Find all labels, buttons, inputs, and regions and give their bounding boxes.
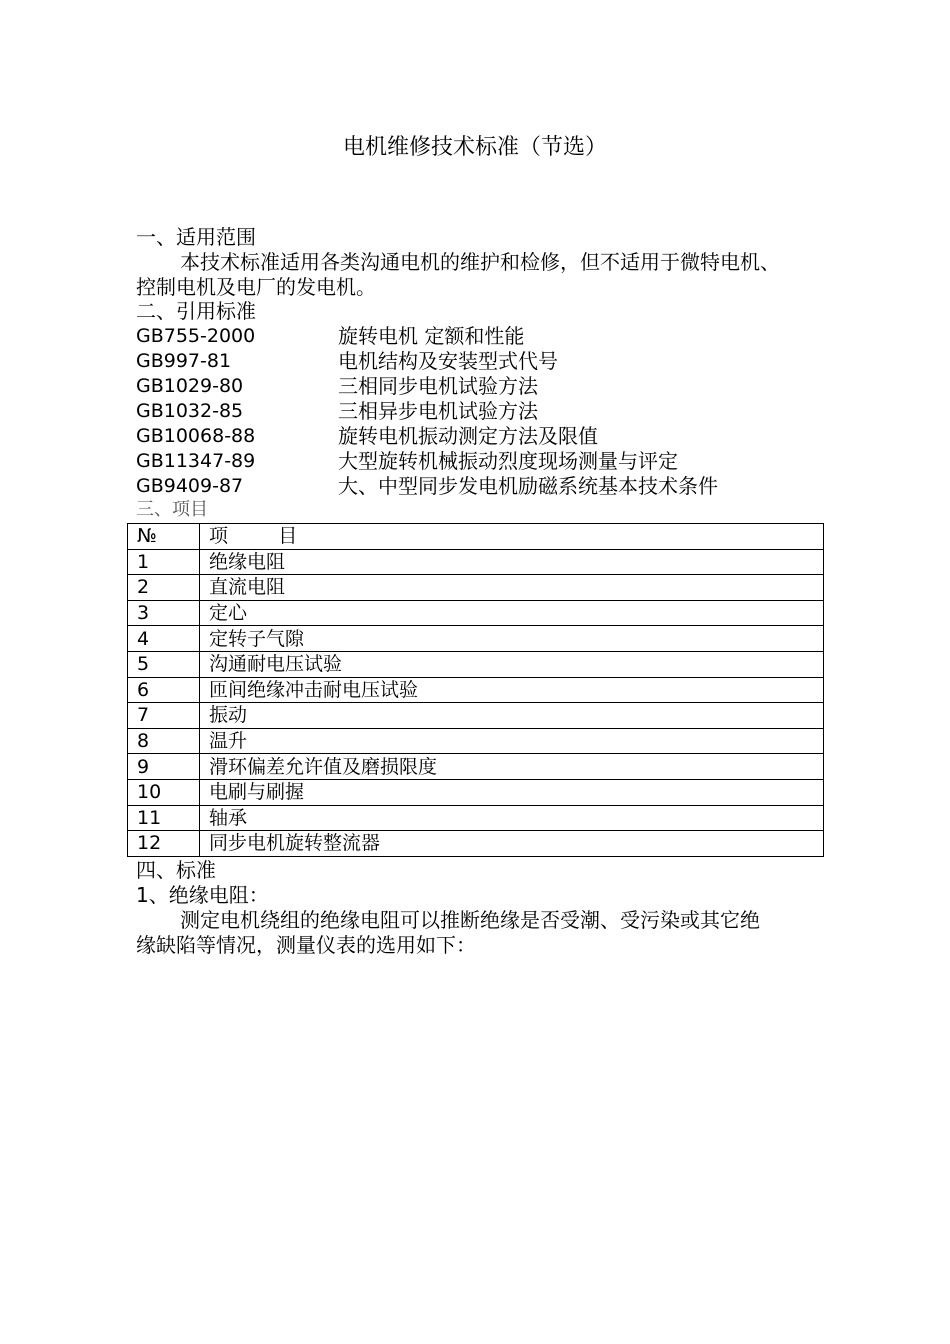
row-number: 9 <box>128 754 200 780</box>
row-item: 定心 <box>200 600 824 626</box>
table-row <box>128 754 824 780</box>
standard-code: GB1029-80 <box>136 375 244 397</box>
table-row <box>128 677 824 703</box>
standard-name: 旋转电机 定额和性能 <box>338 324 525 348</box>
standard-code: GB9409-87 <box>136 475 244 497</box>
items-table <box>127 523 824 857</box>
document-title: 电机维修技术标准（节选） <box>342 135 607 160</box>
row-number: 1 <box>128 549 200 575</box>
standard-name: 旋转电机振动测定方法及限值 <box>338 424 598 448</box>
section-2-heading: 二、引用标准 <box>136 299 256 323</box>
section-1-text-line-2: 控制电机及电厂的发电机。 <box>136 275 376 299</box>
standard-code: GB11347-89 <box>136 450 256 472</box>
table-row <box>128 626 824 652</box>
section-4-text-line-2: 缘缺陷等情况，测量仪表的选用如下： <box>136 933 476 957</box>
row-item: 电刷与刷握 <box>200 779 824 805</box>
table-row <box>128 703 824 729</box>
row-item: 振动 <box>200 703 824 729</box>
table-header-row <box>128 524 824 550</box>
standard-name: 三相异步电机试验方法 <box>338 399 538 423</box>
row-number: 12 <box>128 831 200 857</box>
row-number: 5 <box>128 651 200 677</box>
header-number: № <box>128 524 200 550</box>
section-4-heading: 四、标准 <box>136 858 216 882</box>
row-number: 2 <box>128 575 200 601</box>
header-item: 项 目 <box>200 524 824 550</box>
row-item: 沟通耐电压试验 <box>200 651 824 677</box>
table-row <box>128 831 824 857</box>
standard-code: GB755-2000 <box>136 325 256 347</box>
row-item: 同步电机旋转整流器 <box>200 831 824 857</box>
table-row <box>128 651 824 677</box>
table-row <box>128 728 824 754</box>
section-3-heading: 三、项目 <box>136 499 208 520</box>
row-item: 轴承 <box>200 805 824 831</box>
row-item: 绝缘电阻 <box>200 549 824 575</box>
row-number: 8 <box>128 728 200 754</box>
standard-code: GB997-81 <box>136 350 232 372</box>
section-1-heading: 一、适用范围 <box>136 225 256 249</box>
section-4-subheading: 1、绝缘电阻： <box>136 883 269 907</box>
standard-name: 大、中型同步发电机励磁系统基本技术条件 <box>338 474 718 498</box>
row-number: 11 <box>128 805 200 831</box>
section-4-text-line-1: 测定电机绕组的绝缘电阻可以推断绝缘是否受潮、受污染或其它绝 <box>180 908 760 932</box>
standard-code: GB10068-88 <box>136 425 256 447</box>
section-1-text-line-1: 本技术标准适用各类沟通电机的维护和检修，但不适用于微特电机、 <box>180 250 780 274</box>
row-item: 温升 <box>200 728 824 754</box>
table-row <box>128 805 824 831</box>
table-row <box>128 779 824 805</box>
row-number: 4 <box>128 626 200 652</box>
row-number: 10 <box>128 779 200 805</box>
table-row <box>128 549 824 575</box>
standard-name: 三相同步电机试验方法 <box>338 374 538 398</box>
standard-code: GB1032-85 <box>136 400 244 422</box>
row-number: 7 <box>128 703 200 729</box>
row-number: 6 <box>128 677 200 703</box>
row-item: 滑环偏差允许值及磨损限度 <box>200 754 824 780</box>
standard-name: 电机结构及安装型式代号 <box>338 349 558 373</box>
table-row <box>128 600 824 626</box>
row-item: 直流电阻 <box>200 575 824 601</box>
row-item: 定转子气隙 <box>200 626 824 652</box>
table-row <box>128 575 824 601</box>
standard-name: 大型旋转机械振动烈度现场测量与评定 <box>338 449 678 473</box>
row-item: 匝间绝缘冲击耐电压试验 <box>200 677 824 703</box>
row-number: 3 <box>128 600 200 626</box>
